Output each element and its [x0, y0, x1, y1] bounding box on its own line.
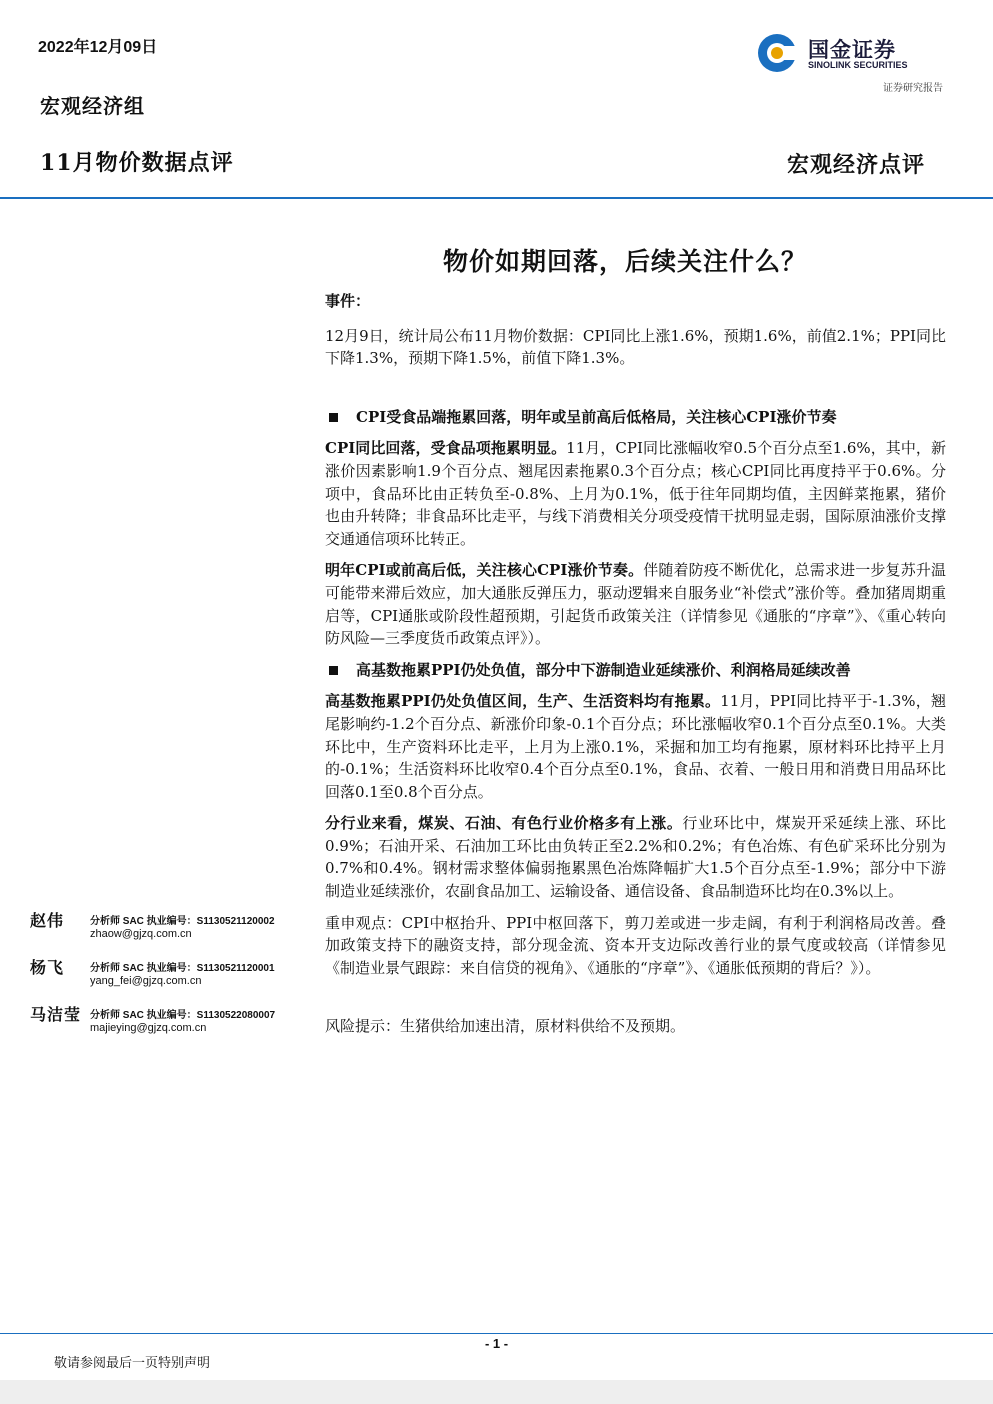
section1-p2-lead: 明年CPI或前高后低，关注核心CPI涨价节奏。 — [325, 561, 644, 580]
section1-paragraph1 — [325, 437, 946, 550]
section2-paragraph2 — [325, 812, 946, 902]
section1-heading — [325, 406, 946, 429]
company-logo — [756, 32, 946, 74]
header-divider — [0, 197, 993, 199]
analyst-card — [30, 908, 310, 944]
logo-name-en: SINOLINK SECURITIES — [808, 60, 908, 70]
section2-p1-text: 11月，PPI同比持平于-1.3%，翘尾影响约-1.2个百分点、新涨价印象-0.1个百分点；环比涨幅收窄0.1个百分点至0.1%。大类环比中，生产资料环比走平，上月为上涨0.1%，采掘和加工均有拖累，原材料环比持平上月的-0.1%；生活资料环比收窄0.4个百分点至0.1%，食品、衣着、一般日用和消费日用品环比回落0.1至0.8个百分点。 — [325, 692, 947, 801]
section2-heading — [325, 659, 946, 682]
footer-divider — [0, 1333, 993, 1334]
analyst-name: 赵伟 — [30, 911, 65, 930]
section2-paragraph1 — [325, 690, 946, 803]
report-body — [325, 290, 946, 1038]
analyst-name: 马洁莹 — [30, 1005, 82, 1024]
sinolink-logo-icon — [756, 32, 800, 74]
analyst-name: 杨飞 — [30, 958, 65, 977]
bottom-bar — [0, 1380, 993, 1404]
risk-note: 风险提示：生猪供给加速出清，原材料供给不及预期。 — [325, 1017, 686, 1036]
bullet-square-icon — [329, 413, 338, 422]
report-type: 宏观经济点评 — [786, 152, 925, 178]
analyst-cert: 分析师 SAC 执业编号：S1130521120001 — [90, 963, 275, 974]
analyst-card — [30, 1002, 310, 1038]
section1-heading-text: CPI受食品端拖累回落，明年或呈前高后低格局，关注核心CPI涨价节奏 — [356, 407, 837, 426]
event-text: 12月9日，统计局公布11月物价数据：CPI同比上涨1.6%，预期1.6%，前值2.1%；PPI同比下降1.3%，预期下降1.5%，前值下降1.3%。 — [325, 326, 946, 368]
event-label: 事件： — [325, 292, 371, 310]
section1-p1-lead: CPI同比回落，受食品项拖累明显。 — [325, 439, 567, 458]
bullet-square-icon — [329, 666, 338, 675]
section2-heading-text: 高基数拖累PPI仍处负值，部分中下游制造业延续涨价、利润格局延续改善 — [356, 660, 851, 679]
disclaimer-note: 敬请参阅最后一页特别声明 — [54, 1356, 211, 1371]
research-group: 宏观经济组 — [40, 94, 145, 118]
analyst-email[interactable]: zhaow@gjzq.com.cn — [90, 928, 192, 940]
analyst-card — [30, 955, 310, 991]
section1-p2-text: 伴随着防疫不断优化，总需求进一步复苏升温可能带来滞后效应，加大通胀反弹压力，驱动逻辑来自服务业“补偿式”涨价等。叠加猪周期重启等，CPI通胀或阶段性超预期，引起货币政策关注（详情参见《通胀的“序章”》、《重心转向防风险—三季度货币政策点评》）。 — [325, 561, 946, 648]
section1-p1-text: 11月，CPI同比涨幅收窄0.5个百分点至1.6%，其中，新涨价因素影响1.9个百分点、翘尾因素拖累0.3个百分点；核心CPI同比再度持平于0.6%。分项中，食品环比由正转负至-0.8%、上月为0.1%，低于往年同期均值，主因鲜菜拖累，猪价也由升转降；非食品环比走平，与线下消费相关分项受疫情干扰明显走弱，国际原油涨价支撑交通通信项环比转正。 — [325, 439, 946, 548]
section2-paragraph3: 重申观点：CPI中枢抬升、PPI中枢回落下，剪刀差或进一步走阔，有利于利润格局改善。叠加政策支持下的融资支持，部分现金流、资本开支边际改善行业的景气度或较高（详情参见《制造业景气跟踪：来自信贷的视角》、《通胀的“序章”》、《通胀低预期的背后？》）。 — [325, 913, 946, 977]
section2-p1-lead: 高基数拖累PPI仍处负值区间，生产、生活资料均有拖累。 — [325, 692, 721, 711]
report-title: 11月物价数据点评 — [40, 150, 234, 176]
analyst-email[interactable]: yang_fei@gjzq.com.cn — [90, 975, 202, 987]
section2-p2-lead: 分行业来看，煤炭、石油、有色行业价格多有上涨。 — [325, 814, 683, 833]
report-date: 2022年12月09日 — [38, 39, 158, 56]
section1-paragraph2 — [325, 559, 946, 649]
analyst-cert: 分析师 SAC 执业编号：S1130521120002 — [90, 916, 275, 927]
logo-name-cn: 国金证券 — [808, 38, 896, 62]
logo-subtitle: 证券研究报告 — [883, 83, 943, 94]
headline: 物价如期回落，后续关注什么？ — [442, 247, 807, 276]
analyst-email[interactable]: majieying@gjzq.com.cn — [90, 1022, 207, 1034]
section2-p2-text: 行业环比中，煤炭开采延续上涨、环比0.9%；石油开采、石油加工环比由负转正至2.2%和0.2%；有色冶炼、有色矿采环比分别为0.7%和0.4%。钢材需求整体偏弱拖累黑色冶炼降幅扩大1.5个百分点至-1.9%；部分中下游制造业延续涨价，农副食品加工、运输设备、通信设备、食品制造环比均在0.3%以上。 — [325, 814, 946, 901]
analyst-cert: 分析师 SAC 执业编号：S1130522080007 — [90, 1010, 276, 1021]
page-number: - 1 - — [484, 1336, 509, 1351]
